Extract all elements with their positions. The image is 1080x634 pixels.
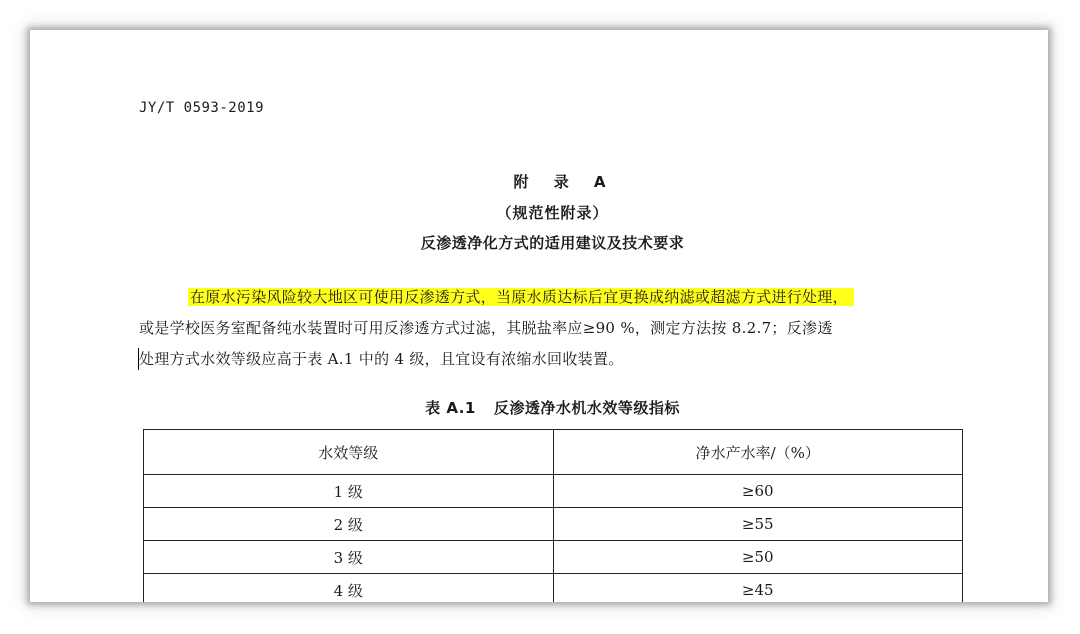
text-cursor: [138, 348, 139, 370]
table-cell-grade: 4 级: [144, 574, 554, 603]
table-row: [144, 475, 963, 508]
appendix-type: （规范性附录）: [496, 204, 609, 222]
table-row: [144, 574, 963, 603]
water-efficiency-table: [143, 429, 963, 602]
table-header-row: [144, 430, 963, 475]
table-cell-grade: 1 级: [144, 475, 554, 508]
table-header-cell: 净水产水率/（%）: [553, 430, 963, 475]
table-cell-rate: ≥50: [553, 541, 963, 574]
highlighted-text[interactable]: 在原水污染风险较大地区可使用反渗透方式，当原水质达标后宜更换成纳滤或超滤方式进行处理，: [188, 288, 854, 306]
table-caption-title: 反渗透净水机水效等级指标: [493, 399, 680, 417]
paragraph-line-1[interactable]: [190, 286, 854, 308]
paragraph-line-3[interactable]: 处理方式水效等级应高于表 A.1 中的 4 级，且宜设有浓缩水回收装置。: [139, 350, 624, 368]
table-caption: [30, 397, 1048, 418]
table-header-cell: 水效等级: [144, 430, 554, 475]
table-cell-grade: 3 级: [144, 541, 554, 574]
table-cell-grade: 2 级: [144, 508, 554, 541]
paragraph-line-2[interactable]: 或是学校医务室配备纯水装置时可用反渗透方式过滤，其脱盐率应≥90 %，测定方法按 8.2.7；反渗透: [139, 319, 833, 337]
document-page: [30, 30, 1048, 602]
table-cell-rate: ≥60: [553, 475, 963, 508]
table-row: [144, 508, 963, 541]
document-code: JY/T 0593-2019: [139, 100, 265, 116]
table-caption-number: 表 A.1: [425, 399, 476, 417]
table-row: [144, 541, 963, 574]
table-cell-rate: ≥45: [553, 574, 963, 603]
appendix-title: 附 录 A: [513, 173, 616, 191]
table-cell-rate: ≥55: [553, 508, 963, 541]
appendix-heading: 反渗透净化方式的适用建议及技术要求: [420, 234, 685, 252]
